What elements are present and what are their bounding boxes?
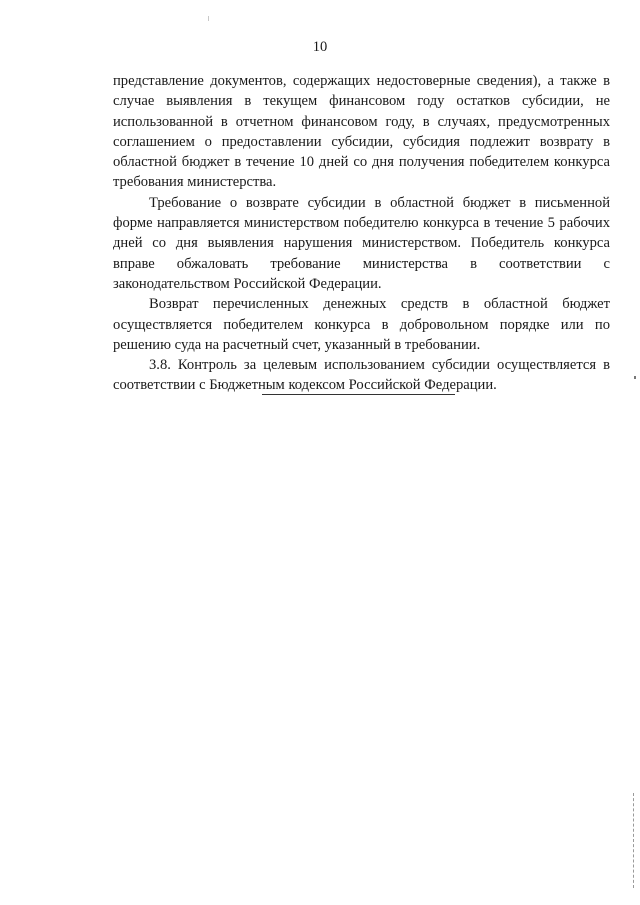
scan-artifact-right [634, 376, 636, 379]
scan-artifact-top [208, 16, 209, 21]
paragraph-refund-requirement: Требование о возврате субсидии в областной бюджет в письменной форме направляется министерством победителю конкурса в течение 5 рабочих дней со дня выявления нарушения министерством. Победитель конкурса вправе обжаловать требование министерства в соответствии с законодательством Российской Федерации. [113, 194, 610, 292]
page-number: 10 [312, 39, 328, 55]
paragraph-section-3-8: 3.8. Контроль за целевым использованием субсидии осуществляется в соответствии с Бюджетным кодексом Российской Федерации. [113, 357, 610, 394]
scan-artifact-dashed-edge [633, 793, 634, 888]
closing-divider [262, 394, 455, 395]
paragraph-continuation: представление документов, содержащих недостоверные сведения), а также в случае выявления в текущем финансовом году остатков субсидии, не использованной в отчетном финансовом году, в случаях, предусмотренных соглашением о предоставлении субсидии, субсидия подлежит возврату в областной бюджет в течение 10 дней со дня получения победителем конкурса требования министерства. [113, 73, 610, 191]
paragraph-refund-procedure: Возврат перечисленных денежных средств в областной бюджет осуществляется победителем конкурса в добровольном порядке или по решению суда на расчетный счет, указанный в требовании. [113, 296, 610, 353]
document-body [113, 71, 610, 396]
